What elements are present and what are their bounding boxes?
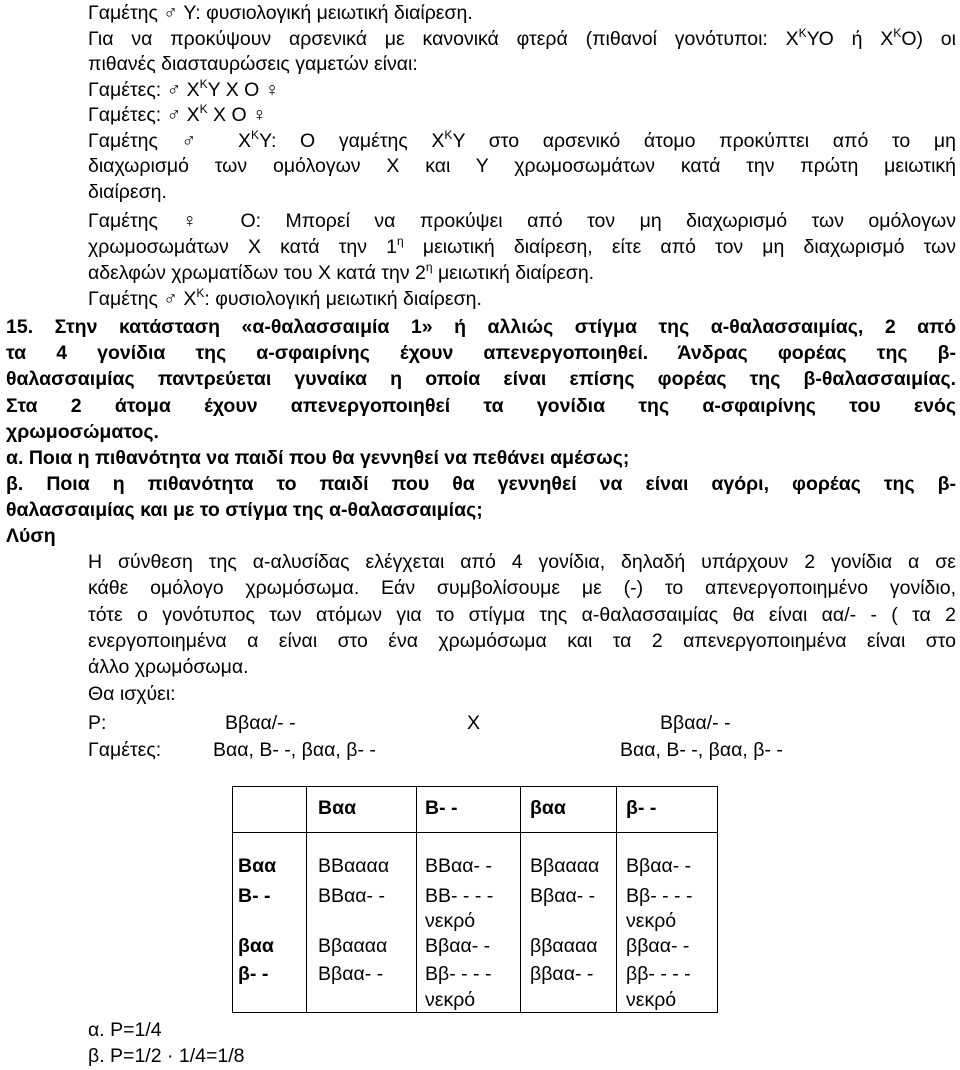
punnett-genotype: Ββαα- -: [318, 963, 384, 985]
punnett-genotype: Ββαα- -: [530, 885, 596, 907]
text-line: Γαμέτες: ♂ $X^K$ Χ Ο ♀: [88, 102, 267, 126]
problem-line: χρωμοσώματος.: [6, 421, 159, 443]
cross-parent-right: Ββαα/- -: [660, 712, 731, 734]
punnett-col-header: Βαα: [318, 797, 357, 819]
cross-symbol: Χ: [467, 712, 481, 734]
punnett-row-label: Βαα: [238, 855, 277, 877]
question-b-cont: θαλασσαιμίας και με το στίγμα της α-θαλασσαιμίας;: [6, 499, 483, 521]
punnett-genotype: ββ- - - -: [626, 963, 691, 985]
punnett-genotype: Ββαααα: [318, 935, 388, 957]
punnett-genotype: Ββ- - - -: [626, 885, 693, 907]
punnett-genotype: ΒΒαα- -: [425, 855, 492, 877]
text-line: αδελφών χρωματίδων του Χ κατά την $2^\eta$ μειωτική διαίρεση.: [88, 260, 595, 284]
gametes-left: Βαα, Β- -, βαα, β- -: [213, 739, 376, 761]
punnett-dead-label: νεκρό: [425, 989, 476, 1011]
answer-b: β. P=1/2 · 1/4=1/8: [88, 1045, 245, 1067]
punnett-corner: [233, 787, 307, 833]
punnett-genotype: ΒΒαα- -: [318, 885, 385, 907]
punnett-dead-label: νεκρό: [626, 989, 677, 1011]
solution-line: κάθε ομόλογο χρωμόσωμα. Εάν συμβολίσουμε με (-) το απενεργοποιημένο γονίδιο,: [88, 577, 956, 599]
question-b: β. Ποια η πιθανότητα το παιδί που θα γεννηθεί να είναι αγόρι, φορέας της β-: [6, 473, 956, 495]
punnett-genotype: ΒΒαααα: [318, 855, 390, 877]
punnett-col-header: βαα: [530, 797, 566, 819]
punnett-genotype: Ββαα- -: [425, 935, 491, 957]
problem-line: τα 4 γονίδια της α-σφαιρίνης έχουν απενεργοποιηθεί. Άνδρας φορέας της β-: [6, 342, 956, 364]
text-line: Γαμέτης ♀ Ο: Μπορεί να προκύψει από τον μη διαχωρισμό των ομόλογων: [88, 210, 956, 232]
text-line: Γαμέτης ♂ $X^K$: φυσιολογική μειωτική διαίρεση.: [88, 286, 482, 310]
problem-line: θαλασσαιμίας παντρεύεται γυναίκα η οποία είναι επίσης φορέας της β-θαλασσαιμίας.: [6, 368, 956, 390]
question-a: α. Ποια η πιθανότητα να παιδί που θα γεννηθεί να πεθάνει αμέσως;: [6, 447, 630, 469]
text-line: πιθανές διασταυρώσεις γαμετών είναι:: [88, 53, 418, 75]
problem-line: Στα 2 άτομα έχουν απενεργοποιηθεί τα γονίδια της α-σφαιρίνης του ενός: [6, 395, 956, 417]
text-line: διαίρεση.: [88, 181, 167, 203]
cross-parent-left: Ββαα/- -: [225, 712, 296, 734]
gametes-label: Γαμέτες:: [88, 739, 162, 761]
punnett-col-header: β- -: [626, 797, 657, 819]
solution-line: ενεργοποιημένα α είναι στο ένα χρωμόσωμα και τα 2 απενεργοποιημένα είναι στο: [88, 630, 956, 652]
text-line: Γαμέτης ♂ $X^K\Upsilon$: Ο γαμέτης $X^K\Upsilon$ στο αρσενικό άτομο προκύπτει από το μη: [88, 128, 956, 152]
punnett-row-label: β- -: [238, 963, 269, 985]
solution-heading: Λύση: [6, 525, 56, 547]
text-line: χρωμοσωμάτων Χ κατά την $1^\eta$ μειωτική διαίρεση, είτε από τον μη διαχωρισμό των: [88, 234, 957, 258]
answer-a: α. P=1/4: [88, 1019, 162, 1041]
solution-line: Θα ισχύει:: [88, 683, 176, 705]
punnett-dead-label: νεκρό: [626, 910, 677, 932]
punnett-genotype: Ββαααα: [530, 855, 600, 877]
punnett-row-label: Β- -: [238, 885, 271, 907]
punnett-genotype: ββαα- -: [530, 963, 594, 985]
solution-line: άλλο χρωμόσωμα.: [88, 656, 249, 678]
punnett-genotype: ΒΒ- - - -: [425, 885, 494, 907]
punnett-row-label: βαα: [238, 935, 274, 957]
punnett-genotype: ββαααα: [530, 935, 598, 957]
solution-line: τότε ο γονότυπος των ατόμων για το στίγμα της α-θαλασσαιμίας θα είναι αα/- - ( τα 2: [88, 604, 956, 626]
punnett-genotype: Ββ- - - -: [425, 963, 492, 985]
punnett-genotype: Ββαα- -: [626, 855, 692, 877]
cross-p-label: P:: [88, 712, 107, 734]
problem-line: 15. Στην κατάσταση «α-θαλασσαιμία 1» ή αλλιώς στίγμα της α-θαλασσαιμίας, 2 από: [6, 316, 956, 338]
text-line: διαχωρισμό των ομόλογων Χ και Υ χρωμοσωμάτων κατά την πρώτη μειωτική: [88, 155, 956, 177]
punnett-genotype: ββαα- -: [626, 935, 690, 957]
punnett-col-header: Β- -: [425, 797, 458, 819]
gametes-right: Βαα, Β- -, βαα, β- -: [620, 739, 783, 761]
text-line: Για να προκύψουν αρσενικά με κανονικά φτερά (πιθανοί γονότυποι: $X^K\Upsilon O$ ή $X^KO$) οι: [88, 26, 956, 50]
text-line: Γαμέτης ♂ Y: φυσιολογική μειωτική διαίρεση.: [88, 2, 473, 24]
solution-line: Η σύνθεση της α-αλυσίδας ελέγχεται από 4 γονίδια, δηλαδή υπάρχουν 2 γονίδια α σε: [88, 551, 956, 573]
text-line: Γαμέτες: ♂ $X^K\Upsilon$ Χ Ο ♀: [88, 77, 280, 101]
punnett-dead-label: νεκρό: [425, 910, 476, 932]
